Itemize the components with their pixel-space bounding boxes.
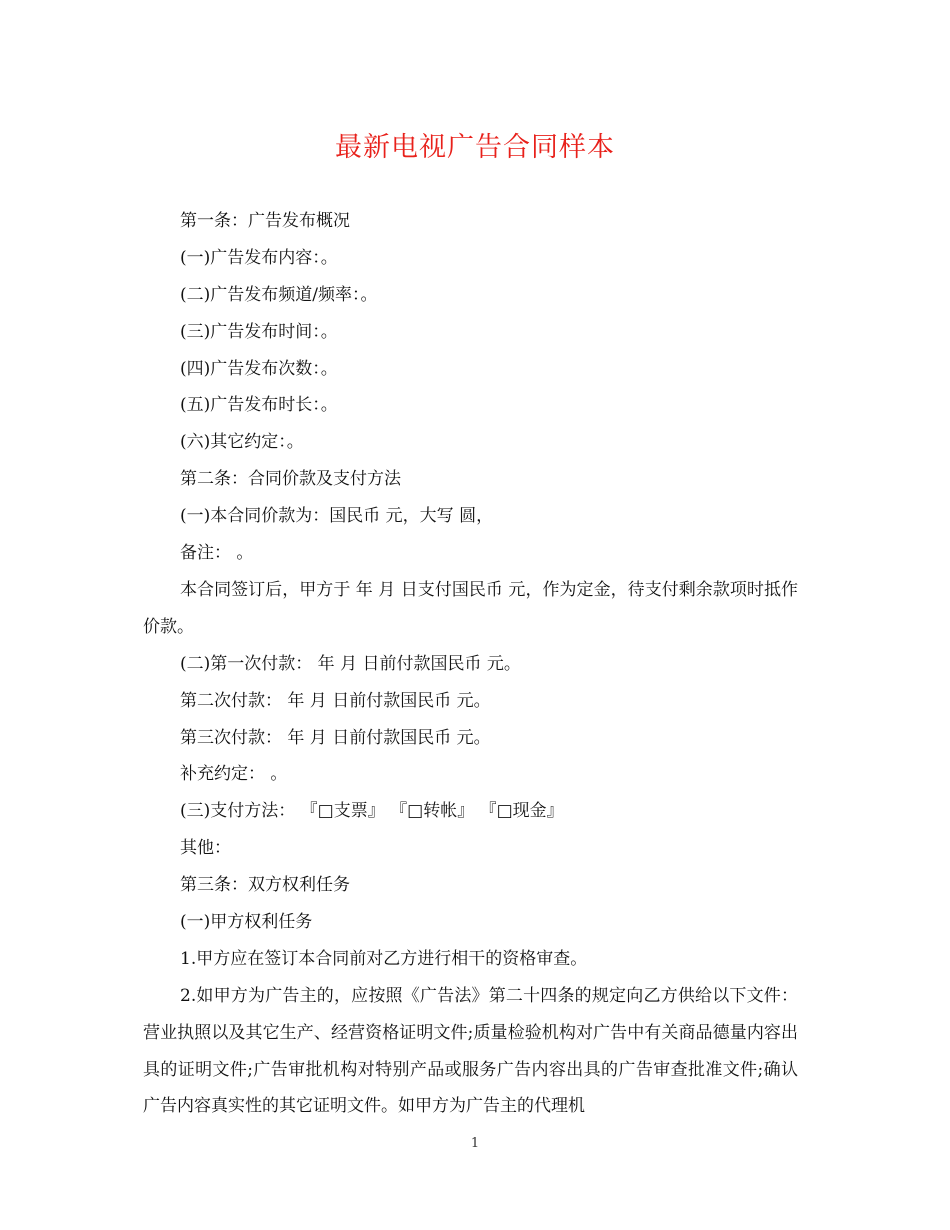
article-3-item-1: (一)甲方权利任务 xyxy=(180,911,313,932)
article-2-other: 其他： xyxy=(180,838,231,859)
article-1-item-4: (四)广告发布次数：。 xyxy=(180,358,338,379)
article-1-item-3: (三)广告发布时间：。 xyxy=(180,321,338,342)
article-1-item-2: (二)广告发布频道/频率：。 xyxy=(180,284,378,305)
page-number: 1 xyxy=(470,1136,480,1151)
article-2-item-3: (三)支付方法： 『□支票』 『□转帐』 『□现金』 xyxy=(180,801,564,822)
article-2-item-2: (二)第一次付款： 年 月 日前付款国民币 元。 xyxy=(180,653,521,674)
article-1-item-1: (一)广告发布内容：。 xyxy=(180,247,338,268)
article-2-item-1: (一)本合同价款为：国民币 元，大写 圆， xyxy=(180,506,494,527)
document-body xyxy=(143,203,798,1125)
article-1-item-6: (六)其它约定：。 xyxy=(180,432,304,453)
article-2-deposit-paragraph: 本合同签订后，甲方于 年 月 日支付国民币 元，作为定金，待支付剩余款项时抵作价款。 xyxy=(143,579,798,637)
document-title: 最新电视广告合同样本 xyxy=(335,132,615,163)
article-2-heading: 第二条：合同价款及支付方法 xyxy=(180,469,401,490)
article-1-item-5: (五)广告发布时长：。 xyxy=(180,395,338,416)
article-1-heading: 第一条：广告发布概况 xyxy=(180,211,350,231)
article-2-supplement: 补充约定： 。 xyxy=(180,764,288,785)
article-3-clause-2: 2.如甲方为广告主的，应按照《广告法》第二十四条的规定向乙方供给以下文件：营业执照以及其它生产、经营资格证明文件;质量检验机构对广告中有关商品德量内容出具的证明文件;广告审批机构对特别产品或服务广告内容出具的广告审查批准文件;确认广告内容真实性的其它证明文件。如甲方为广告主的代理机 xyxy=(143,985,798,1117)
article-3-clause-1: 1.甲方应在签订本合同前对乙方进行相干的资格审查。 xyxy=(180,948,588,969)
article-2-second-payment: 第二次付款： 年 月 日前付款国民币 元。 xyxy=(180,690,491,711)
article-3-heading: 第三条：双方权利任务 xyxy=(180,875,350,896)
article-2-third-payment: 第三次付款： 年 月 日前付款国民币 元。 xyxy=(180,727,491,748)
article-2-note: 备注： 。 xyxy=(180,543,254,564)
